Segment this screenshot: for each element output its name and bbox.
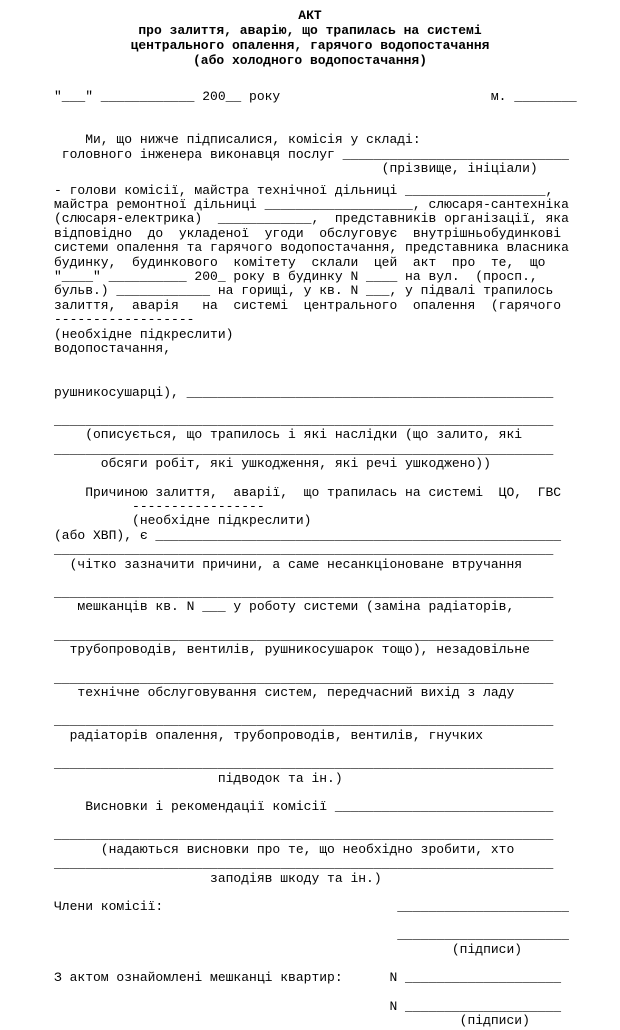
document-title bbox=[0, 0, 620, 68]
body-line-electrician: (слюсаря-електрика) ____________, представників організації, яка bbox=[54, 211, 569, 227]
cause-line: Причиною залиття, аварії, що трапилась на системі ЦО, ГВС bbox=[54, 484, 562, 500]
commission-intro: Ми, що нижче підписалися, комісія у складі: bbox=[54, 132, 421, 148]
title-line-akt: АКТ bbox=[298, 8, 322, 23]
body-line-street-apartment: бульв.) ____________ на горищі, у кв. N ___, у підвалі трапилось bbox=[54, 283, 554, 299]
body-line-commission-head: - голови комісії, майстра технічної дільниці __________________, bbox=[54, 182, 554, 198]
chief-engineer-blank: головного інженера виконавця послуг _____________________________ bbox=[54, 146, 569, 162]
document-body bbox=[0, 68, 620, 1029]
title-line-3: центрального опалення, гарячого водопостачання bbox=[130, 38, 490, 53]
caption-description: (описується, що трапилось і які наслідки (що залито, які bbox=[54, 427, 523, 443]
underline-dashes: ----------------- bbox=[54, 498, 265, 514]
caption-pipelines-valves: трубопроводів, вентилів, рушникосушарок тощо), незадовільне bbox=[54, 642, 530, 658]
title-line-2: про залиття, аварію, що трапилась на системі bbox=[138, 23, 482, 38]
blank-line: ________________________________________________________________ bbox=[54, 827, 554, 843]
signature-blank: ______________________ bbox=[54, 927, 569, 943]
underline-dashes: ------------------ bbox=[54, 312, 195, 328]
underline-note: (необхідне підкреслити) bbox=[54, 326, 234, 342]
blank-line: ________________________________________________________________ bbox=[54, 441, 554, 457]
caption-specify-causes: (чітко зазначити причини, а саме несанкціоноване втручання bbox=[54, 556, 523, 572]
caption-tenants-interference: мешканців кв. N ___ у роботу системи (заміна радіаторів, bbox=[54, 599, 515, 615]
surname-initials-caption: (прізвище, ініціали) bbox=[54, 161, 538, 177]
body-line-agreement: відповідно до укладеної угоди обслуговує внутрішньобудинкові bbox=[54, 225, 562, 241]
body-line-repair-master: майстра ремонтної дільниці ___________________, слюсаря-сантехніка bbox=[54, 197, 569, 213]
caption-hoses-etc: підводок та ін.) bbox=[54, 770, 343, 786]
body-line-heating-systems: системи опалення та гарячого водопостачання, представника власника bbox=[54, 240, 569, 256]
caption-maintenance: технічне обслуговування систем, передчасний вихід з ладу bbox=[54, 685, 515, 700]
caption-conclusions: (надаються висновки про те, що необхідно зробити, хто bbox=[54, 841, 515, 857]
caption-damage-scope: обсяги робіт, які ушкодження, які речі ушкоджено)) bbox=[54, 456, 491, 472]
blank-line: ________________________________________________________________ bbox=[54, 627, 554, 643]
blank-line: ________________________________________________________________ bbox=[54, 713, 554, 729]
blank-line: ________________________________________________________________ bbox=[54, 584, 554, 600]
body-line-flood-accident: залиття, аварія на системі центрального опалення (гарячого bbox=[54, 297, 562, 313]
body-line-date-house: "____" __________ 200_ року в будинку N ____ на вул. (просп., bbox=[54, 269, 538, 285]
conclusions-line: Висновки і рекомендації комісії ____________________________ bbox=[54, 799, 554, 815]
body-line-house-committee: будинку, будинкового комітету склали цей акт про те, що bbox=[54, 254, 546, 270]
water-supply-option: водопостачання, bbox=[54, 341, 172, 357]
blank-line: ________________________________________________________________ bbox=[54, 412, 554, 428]
cause-blank: (або ХВП), є ____________________________________________________ bbox=[54, 527, 562, 543]
date-city-line: "___" ____________ 200__ року м. ________ bbox=[54, 89, 577, 104]
residents-acknowledged-line: З актом ознайомлені мешканці квартир: N ____________________ bbox=[54, 970, 562, 986]
blank-line: ________________________________________________________________ bbox=[54, 856, 554, 872]
caption-radiators: радіаторів опалення, трубопроводів, вентилів, гнучких bbox=[54, 727, 484, 743]
blank-line: ________________________________________________________________ bbox=[54, 756, 554, 772]
commission-members-line: Члени комісії: ______________________ bbox=[54, 899, 569, 915]
signatures-caption: (підписи) bbox=[54, 941, 523, 957]
towel-dryer-blank: рушникосушарці), _______________________________________________ bbox=[54, 384, 554, 400]
underline-note: (необхідне підкреслити) bbox=[54, 513, 312, 529]
blank-line: ________________________________________________________________ bbox=[54, 670, 554, 686]
blank-line: ________________________________________________________________ bbox=[54, 542, 554, 558]
apartment-number-blank: N ____________________ bbox=[54, 998, 562, 1014]
caption-who-caused-damage: заподіяв шкоду та ін.) bbox=[54, 870, 382, 886]
title-line-4: (або холодного водопостачання) bbox=[192, 53, 428, 68]
signatures-caption: (підписи) bbox=[54, 1013, 530, 1029]
